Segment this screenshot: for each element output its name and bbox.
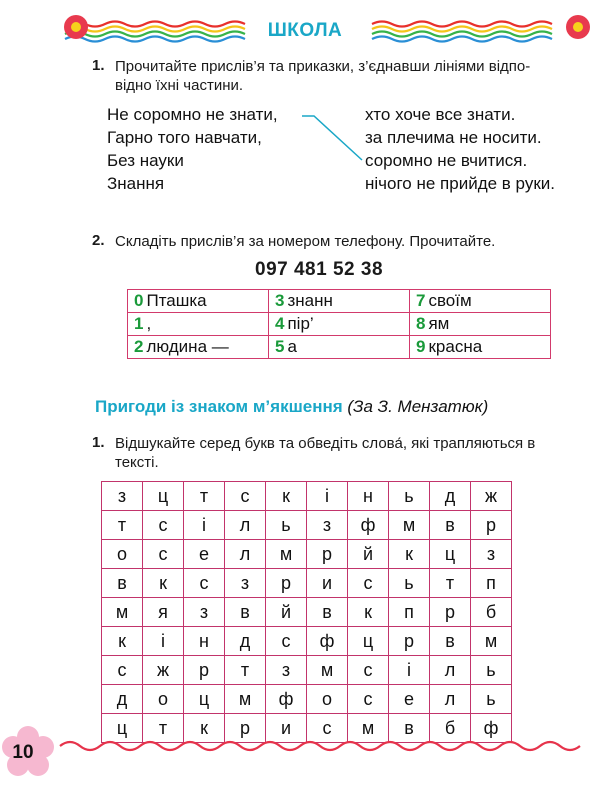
grid-letter-cell[interactable]: и xyxy=(307,569,348,598)
grid-letter-cell[interactable]: й xyxy=(266,598,307,627)
task-1-text-line1: Прочитайте прислів’я та приказки, з’єднавши лініями відпо- xyxy=(115,58,531,75)
page-title: ШКОЛА xyxy=(267,20,343,41)
grid-row xyxy=(102,540,512,569)
story-author: (За З. Мензатюк) xyxy=(347,397,489,416)
grid-letter-cell[interactable]: і xyxy=(184,511,225,540)
grid-letter-cell[interactable]: ф xyxy=(266,685,307,714)
grid-letter-cell[interactable]: л xyxy=(430,685,471,714)
grid-letter-cell[interactable]: е xyxy=(389,685,430,714)
grid-letter-cell[interactable]: б xyxy=(471,598,512,627)
grid-letter-cell[interactable]: м xyxy=(266,540,307,569)
grid-letter-cell[interactable]: ф xyxy=(348,511,389,540)
proverb-right-item[interactable]: хто хоче все знати. xyxy=(365,105,516,124)
grid-letter-cell[interactable]: т xyxy=(102,511,143,540)
proverb-right-item[interactable]: за плечима не носити. xyxy=(365,128,542,147)
grid-letter-cell[interactable]: т xyxy=(225,656,266,685)
grid-letter-cell[interactable]: в xyxy=(307,598,348,627)
grid-letter-cell[interactable]: к xyxy=(184,714,225,743)
grid-letter-cell[interactable]: в xyxy=(430,627,471,656)
grid-letter-cell[interactable]: с xyxy=(348,685,389,714)
grid-letter-cell[interactable]: ф xyxy=(471,714,512,743)
grid-letter-cell[interactable]: к xyxy=(143,569,184,598)
grid-letter-cell[interactable]: ь xyxy=(266,511,307,540)
grid-letter-cell[interactable]: к xyxy=(102,627,143,656)
task-1-text-line2: відно їхні частини. xyxy=(115,77,244,94)
flower-icon xyxy=(64,15,88,39)
grid-letter-cell[interactable]: с xyxy=(348,569,389,598)
grid-row xyxy=(102,511,512,540)
grid-letter-cell[interactable]: ц xyxy=(348,627,389,656)
grid-letter-cell[interactable]: ф xyxy=(307,627,348,656)
grid-row xyxy=(102,569,512,598)
grid-letter-cell[interactable]: ь xyxy=(389,569,430,598)
proverb-right-item[interactable]: нічого не прийде в руки. xyxy=(365,174,555,193)
grid-letter-cell[interactable]: е xyxy=(184,540,225,569)
grid-letter-cell[interactable]: ь xyxy=(471,685,512,714)
grid-letter-cell[interactable]: з xyxy=(307,511,348,540)
grid-letter-cell[interactable]: з xyxy=(184,598,225,627)
grid-letter-cell[interactable]: з xyxy=(471,540,512,569)
grid-letter-cell[interactable]: о xyxy=(102,540,143,569)
grid-letter-cell[interactable]: я xyxy=(143,598,184,627)
grid-letter-cell[interactable]: з xyxy=(225,569,266,598)
grid-row xyxy=(102,482,512,511)
grid-letter-cell[interactable]: в xyxy=(389,714,430,743)
phone-code-table xyxy=(127,289,551,359)
proverb-left-item[interactable]: Не соромно не знати, xyxy=(107,105,278,124)
grid-letter-cell[interactable]: с xyxy=(307,714,348,743)
code-cell: 9 красна xyxy=(410,336,551,359)
grid-letter-cell[interactable]: р xyxy=(184,656,225,685)
proverb-beginnings xyxy=(107,103,278,195)
grid-letter-cell[interactable]: н xyxy=(184,627,225,656)
grid-letter-cell[interactable]: н xyxy=(348,482,389,511)
code-cell: 4 пір’ xyxy=(269,313,410,336)
grid-letter-cell[interactable]: о xyxy=(143,685,184,714)
grid-row xyxy=(102,656,512,685)
proverb-endings xyxy=(365,103,555,195)
code-cell: 2 людина — xyxy=(128,336,269,359)
grid-letter-cell[interactable]: д xyxy=(430,482,471,511)
code-cell: 3 знанн xyxy=(269,290,410,313)
proverb-left-item[interactable]: Без науки xyxy=(107,151,184,170)
grid-letter-cell[interactable]: і xyxy=(143,627,184,656)
code-cell: 5 а xyxy=(269,336,410,359)
code-cell: 8 ям xyxy=(410,313,551,336)
grid-row xyxy=(102,685,512,714)
proverb-left-item[interactable]: Знання xyxy=(107,174,165,193)
grid-letter-cell[interactable]: ц xyxy=(143,482,184,511)
grid-letter-cell[interactable]: и xyxy=(266,714,307,743)
page-number: 10 xyxy=(12,742,34,763)
code-cell: 0 Пташка xyxy=(128,290,269,313)
grid-letter-cell[interactable]: і xyxy=(307,482,348,511)
grid-letter-cell[interactable]: о xyxy=(307,685,348,714)
grid-letter-cell[interactable]: с xyxy=(225,482,266,511)
grid-letter-cell[interactable]: ж xyxy=(143,656,184,685)
letter-grid xyxy=(101,481,512,743)
grid-letter-cell[interactable]: і xyxy=(389,656,430,685)
grid-letter-cell[interactable]: в xyxy=(430,511,471,540)
grid-letter-cell[interactable]: с xyxy=(348,656,389,685)
task-2-text: Складіть прислів’я за номером телефону. Прочитайте. xyxy=(115,233,496,250)
grid-letter-cell[interactable]: к xyxy=(348,598,389,627)
grid-letter-cell[interactable]: с xyxy=(102,656,143,685)
grid-letter-cell[interactable]: р xyxy=(225,714,266,743)
grid-letter-cell[interactable]: ь xyxy=(389,482,430,511)
footer-wave-decoration xyxy=(0,728,600,768)
proverb-right-item[interactable]: соромно не вчитися. xyxy=(365,151,528,170)
grid-letter-cell[interactable]: к xyxy=(389,540,430,569)
grid-letter-cell[interactable]: д xyxy=(225,627,266,656)
grid-letter-cell[interactable]: з xyxy=(102,482,143,511)
grid-letter-cell[interactable]: р xyxy=(430,598,471,627)
grid-letter-cell[interactable]: ц xyxy=(184,685,225,714)
grid-letter-cell[interactable]: м xyxy=(307,656,348,685)
story-title: Пригоди із знаком м’якшення xyxy=(95,397,343,416)
section-title xyxy=(95,397,488,417)
connecting-line xyxy=(298,108,368,168)
grid-letter-cell[interactable]: т xyxy=(143,714,184,743)
grid-letter-cell[interactable]: в xyxy=(102,569,143,598)
grid-letter-cell[interactable]: м xyxy=(348,714,389,743)
grid-letter-cell[interactable]: з xyxy=(266,656,307,685)
grid-letter-cell[interactable]: в xyxy=(225,598,266,627)
grid-letter-cell[interactable]: ц xyxy=(430,540,471,569)
grid-letter-cell[interactable]: р xyxy=(471,511,512,540)
phone-number: 097 481 52 38 xyxy=(255,259,384,280)
task-2-number: 2. xyxy=(92,232,105,249)
grid-letter-cell[interactable]: р xyxy=(266,569,307,598)
grid-row xyxy=(102,598,512,627)
grid-letter-cell[interactable]: т xyxy=(430,569,471,598)
code-cell: 7 своїм xyxy=(410,290,551,313)
task-3-text-line1: Відшукайте серед букв та обведіть слова́, які трапляються в xyxy=(115,435,536,452)
flower-icon xyxy=(566,15,590,39)
grid-letter-cell[interactable]: с xyxy=(184,569,225,598)
grid-letter-cell[interactable]: ж xyxy=(471,482,512,511)
code-cell: 1 , xyxy=(128,313,269,336)
task-1-number: 1. xyxy=(92,57,105,74)
grid-letter-cell[interactable]: м xyxy=(471,627,512,656)
grid-letter-cell[interactable]: п xyxy=(389,598,430,627)
grid-letter-cell[interactable]: т xyxy=(184,482,225,511)
task-3-text-line2: тексті. xyxy=(115,454,159,471)
proverb-left-item[interactable]: Гарно того навчати, xyxy=(107,128,262,147)
grid-letter-cell[interactable]: м xyxy=(225,685,266,714)
grid-letter-cell[interactable]: р xyxy=(307,540,348,569)
grid-letter-cell[interactable]: с xyxy=(143,511,184,540)
grid-letter-cell[interactable]: л xyxy=(225,540,266,569)
grid-letter-cell[interactable]: л xyxy=(225,511,266,540)
grid-letter-cell[interactable]: с xyxy=(143,540,184,569)
grid-letter-cell[interactable]: к xyxy=(266,482,307,511)
grid-letter-cell[interactable]: й xyxy=(348,540,389,569)
grid-letter-cell[interactable]: с xyxy=(266,627,307,656)
grid-letter-cell[interactable]: д xyxy=(102,685,143,714)
grid-letter-cell[interactable]: ц xyxy=(102,714,143,743)
grid-letter-cell[interactable]: м xyxy=(389,511,430,540)
grid-row xyxy=(102,627,512,656)
task-3-number: 1. xyxy=(92,434,105,451)
grid-letter-cell[interactable]: р xyxy=(389,627,430,656)
grid-letter-cell[interactable]: м xyxy=(102,598,143,627)
grid-letter-cell[interactable]: п xyxy=(471,569,512,598)
grid-letter-cell[interactable]: ь xyxy=(471,656,512,685)
grid-letter-cell[interactable]: л xyxy=(430,656,471,685)
grid-letter-cell[interactable]: б xyxy=(430,714,471,743)
